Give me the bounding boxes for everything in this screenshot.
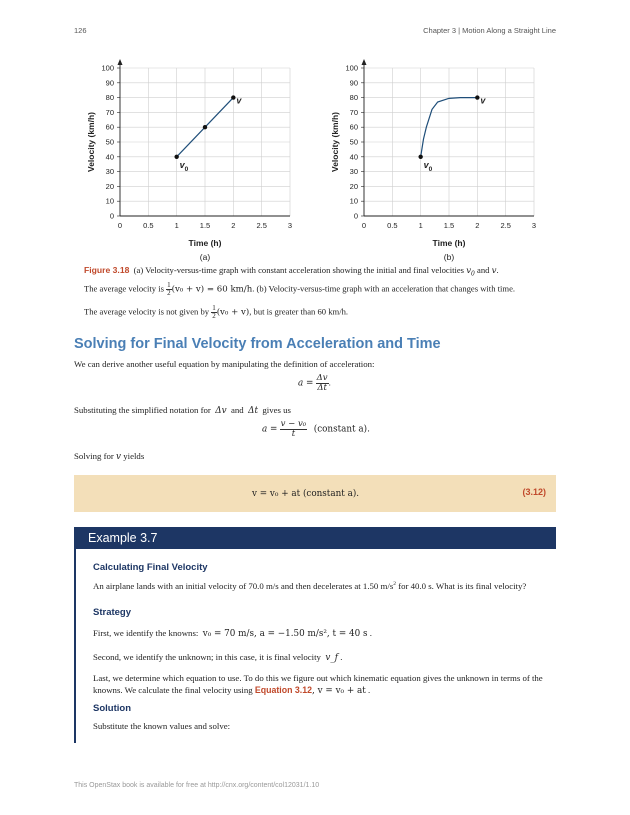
y-tick-label: 90 xyxy=(105,78,114,88)
data-point xyxy=(203,125,207,129)
y-tick-label: 30 xyxy=(349,167,358,177)
y-axis-label: Velocity (km/h) xyxy=(86,112,96,172)
section-paragraph-3: Solving for v yields xyxy=(74,451,145,462)
y-tick-label: 40 xyxy=(105,152,114,162)
x-tick-label: 0.5 xyxy=(387,221,398,230)
half-fraction-2: $\frac{1}{2}$ xyxy=(212,304,216,320)
x-axis-label: Time (h) xyxy=(188,238,222,248)
panel-label: (b) xyxy=(443,252,455,262)
caption-v: v xyxy=(491,266,497,276)
strategy-heading: Strategy xyxy=(93,607,132,618)
x-tick-label: 3 xyxy=(531,221,537,230)
y-tick-label: 70 xyxy=(349,107,358,117)
chapter-title: Chapter 3 | Motion Along a Straight Line xyxy=(423,26,556,35)
data-point xyxy=(174,155,178,159)
strategy-step-2: Second, we identify the unknown; in this case, it is final velocity v_f . xyxy=(93,652,343,663)
figure-label: Figure 3.18 xyxy=(84,265,130,275)
half-fraction: $\frac{1}{2}$ xyxy=(167,281,171,297)
x-tick-label: 2 xyxy=(475,221,480,230)
equation-acceleration-substituted: a = $\frac{\text{v − v₀}}{t}$ (constant a). xyxy=(262,419,370,439)
strategy-step-1: First, we identify the knowns: v₀ = 70 m/s, a = −1.50 m/s², t = 40 s . xyxy=(93,628,372,639)
y-tick-label: 60 xyxy=(349,122,358,132)
example-header xyxy=(74,527,556,549)
caption-average-line xyxy=(84,282,564,297)
y-tick-label: 70 xyxy=(105,107,114,117)
figure-3-18-graph-b xyxy=(314,58,554,273)
y-tick-label: 60 xyxy=(105,122,114,132)
y-axis-arrow xyxy=(118,59,123,65)
x-tick-label: 1.5 xyxy=(443,221,455,230)
equation-3-12-link[interactable]: Equation 3.12 xyxy=(254,685,313,695)
caption-avg2-post: , but is greater than 60 km/h. xyxy=(249,306,349,317)
panel-label: (a) xyxy=(199,252,211,262)
figure-caption xyxy=(84,264,564,281)
x-tick-label: 1.5 xyxy=(199,221,211,230)
example-title: Example 3.7 xyxy=(88,531,158,545)
y-axis-arrow xyxy=(362,59,367,65)
figure-3-18-graph-a xyxy=(70,58,310,273)
page-number: 126 xyxy=(74,26,87,35)
x-tick-label: 1 xyxy=(418,221,423,230)
x-tick-label: 3 xyxy=(287,221,293,230)
y-tick-label: 80 xyxy=(349,93,358,103)
y-tick-label: 0 xyxy=(353,211,358,221)
caption-avg-expr: (v₀ + v) = 60 km/h xyxy=(171,284,253,295)
section-title: Solving for Final Velocity from Acceleration and Time xyxy=(74,336,441,352)
point-annotation: v xyxy=(480,95,486,106)
solution-text: Substitute the known values and solve: xyxy=(93,721,231,731)
x-tick-label: 1 xyxy=(174,221,179,230)
y-tick-label: 10 xyxy=(105,196,114,206)
caption-period: . xyxy=(496,265,499,275)
x-tick-label: 0.5 xyxy=(143,221,154,230)
equation-3-12-box xyxy=(74,475,556,512)
y-tick-label: 100 xyxy=(101,63,114,73)
data-point xyxy=(475,95,479,99)
y-tick-label: 40 xyxy=(349,152,358,162)
caption-avg-pre: The average velocity is xyxy=(84,283,164,294)
y-tick-label: 20 xyxy=(105,181,114,191)
example-problem: An airplane lands with an initial velocity of 70.0 m/s and then decelerates at 1.50 $m/s^2$ for 40.0 s. What is its final velocity? xyxy=(93,580,527,591)
y-tick-label: 90 xyxy=(349,78,358,88)
caption-avg2-expr: (v₀ + v) xyxy=(216,307,250,318)
solution-heading: Solution xyxy=(93,703,131,714)
velocity-time-chart-b xyxy=(314,58,554,268)
data-point xyxy=(418,155,422,159)
velocity-time-chart-a xyxy=(70,58,310,268)
y-tick-label: 10 xyxy=(349,196,358,206)
x-tick-label: 0 xyxy=(361,221,367,230)
y-tick-label: 80 xyxy=(105,93,114,103)
equation-3-12: v = v₀ + at (constant a). xyxy=(252,489,360,499)
x-tick-label: 0 xyxy=(117,221,123,230)
section-paragraph-1: We can derive another useful equation by manipulating the definition of acceleration: xyxy=(74,359,375,369)
data-point xyxy=(231,95,235,99)
caption-v0: $v_0$ xyxy=(466,266,475,278)
caption-avg2-pre: The average velocity is not given by xyxy=(84,306,210,317)
x-tick-label: 2 xyxy=(231,221,236,230)
y-tick-label: 50 xyxy=(105,137,114,147)
y-tick-label: 100 xyxy=(345,63,358,73)
point-annotation: $v_0$ xyxy=(179,159,189,173)
point-annotation: $v_0$ xyxy=(423,159,433,173)
caption-average-line-2 xyxy=(84,305,564,320)
caption-text-a: (a) Velocity-versus-time graph with constant acceleration showing the initial and final velocities xyxy=(133,265,465,275)
annotation-subscript: 0 xyxy=(428,165,433,173)
x-axis-label: Time (h) xyxy=(432,238,466,248)
section-paragraph-2: Substituting the simplified notation for Δv and Δt gives us xyxy=(74,405,291,416)
caption-and: and xyxy=(477,265,490,275)
equation-acceleration-definition: a = $\frac{\Delta v}{\Delta t}$ . xyxy=(298,373,331,393)
example-left-rule xyxy=(74,549,76,743)
strategy-step-3: Last, we determine which equation to use. To do this we figure out which kinematic equation gives the unknown in terms of the knowns. We calculate the final velocity using Equation 3.12, v = v₀ + at . xyxy=(93,673,543,696)
footer-text: This OpenStax book is available for free at http://cnx.org/content/col12031/1.10 xyxy=(74,782,320,789)
annotation-subscript: 0 xyxy=(184,165,189,173)
y-tick-label: 50 xyxy=(349,137,358,147)
x-tick-label: 2.5 xyxy=(500,221,511,230)
y-tick-label: 0 xyxy=(109,211,114,221)
equation-number: (3.12) xyxy=(522,487,546,497)
y-axis-label: Velocity (km/h) xyxy=(330,112,340,172)
example-heading: Calculating Final Velocity xyxy=(93,562,208,573)
x-tick-label: 2.5 xyxy=(256,221,267,230)
y-tick-label: 20 xyxy=(349,181,358,191)
caption-avg-post: . (b) Velocity-versus-time graph with an acceleration that changes with time. xyxy=(252,283,516,294)
point-annotation: v xyxy=(236,95,242,106)
y-tick-label: 30 xyxy=(105,167,114,177)
